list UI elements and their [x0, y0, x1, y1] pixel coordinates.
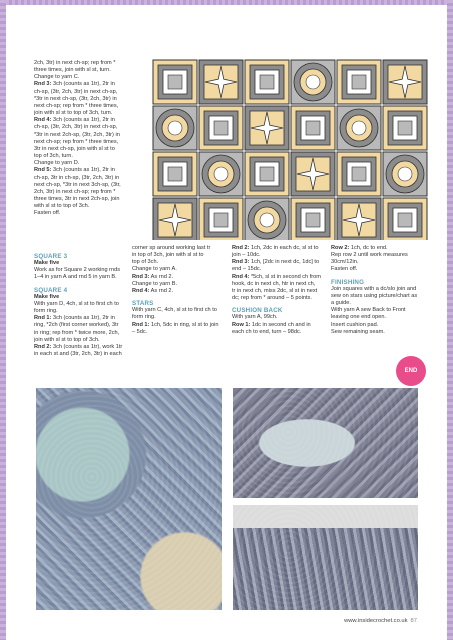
- motif-centre: [260, 75, 274, 89]
- text-line: next ch-sp; rep from * three times,: [34, 102, 119, 109]
- stars-continued-text: [232, 245, 324, 302]
- text-line: Rep row 2 until work measures: [331, 252, 408, 259]
- chart-motif-circle: [245, 198, 289, 240]
- text-line: Join squares with a dc/slo join and: [331, 285, 417, 292]
- text-line: Rnd 4: As rnd 2.: [132, 287, 174, 294]
- chart-motif-square: [337, 60, 381, 104]
- page-footer: [344, 618, 417, 624]
- text-line: Fasten off.: [34, 210, 61, 217]
- motif-centre: [168, 167, 182, 181]
- text-line: 30cm/12in.: [331, 259, 359, 266]
- text-line: 1–4 in yarn A and rnd 5 in yarn B.: [34, 274, 117, 281]
- text-line: a guide.: [331, 300, 351, 307]
- chart-motif-circle: [337, 106, 381, 150]
- square-3-subheading: Make five: [34, 260, 60, 267]
- text-line: in ring; rep from * twice more, 2ch,: [34, 329, 120, 336]
- column-4: [331, 245, 419, 336]
- text-line: ch-sp, (3tr, 2ch, 3tr) in next ch-sp,: [34, 124, 118, 131]
- end-badge: END: [396, 356, 426, 386]
- text-line: ch-sp, (3tr, 2ch, 3tr) in next ch-sp,: [34, 88, 118, 95]
- text-line: Change to yarn D.: [34, 160, 80, 167]
- motif-centre: [214, 213, 228, 227]
- text-line: Change to yarn A.: [132, 266, 177, 273]
- chart-motif-square: [291, 198, 335, 240]
- text-line: each ch to end, turn – 98dc.: [232, 328, 302, 335]
- text-line: Rnd 2: 1ch, 2dc in each dc, sl st to: [232, 245, 319, 251]
- text-line: *3tr in next ch-sp, (3tr, 2ch, 3tr) in: [34, 95, 117, 102]
- text-line: Change to yarn C.: [34, 74, 80, 81]
- square-4-text: [34, 301, 126, 358]
- text-line: Rnd 3: 1ch, [2dc in next dc, 1dc] to: [232, 259, 320, 266]
- motif-centre: [168, 75, 182, 89]
- text-line: sew on stars using picture/chart as: [331, 292, 418, 299]
- cushion-layout-chart: [150, 58, 430, 240]
- text-line: Change to yarn B.: [132, 280, 178, 287]
- text-line: Rnd 2: 3ch (counts as 1tr), work 1tr: [34, 343, 123, 350]
- text-line: With yarn C, 4ch, sl st to first ch to: [132, 307, 217, 314]
- motif-centre: [398, 167, 412, 181]
- text-line: Sew remaining seam.: [331, 328, 385, 335]
- pattern-text-top: [34, 60, 146, 217]
- text-line: in each st and (3tr, 2ch, 3tr) in each: [34, 351, 122, 358]
- motif-centre: [306, 75, 320, 89]
- text-line: With yarn A, 99ch.: [232, 314, 278, 321]
- text-line: leaving one end open.: [331, 314, 387, 321]
- text-line: corner sp around working last tr: [132, 245, 211, 251]
- text-line: Rnd 3: As rnd 2.: [132, 273, 174, 280]
- stars-text: [132, 307, 224, 336]
- text-line: Rnd 1: 1ch, 5dc in ring, sl st to join: [132, 321, 219, 328]
- square-3-heading: SQUARE 3: [34, 253, 68, 260]
- motif-centre: [352, 75, 366, 89]
- chart-motif-square: [153, 152, 197, 196]
- text-line: three times, join with sl st, turn.: [34, 67, 111, 74]
- square-4-subheading: Make five: [34, 293, 60, 300]
- cushion-back-heading: CUSHION BACK: [232, 307, 283, 315]
- chart-motif-square: [245, 152, 289, 196]
- cushion-back-continued-text: [331, 245, 419, 274]
- chart-motif-circle: [153, 106, 197, 150]
- motif-centre: [352, 167, 366, 181]
- text-line: Row 2: 1ch, dc to end.: [331, 245, 388, 251]
- text-line: Fasten off.: [331, 266, 358, 273]
- motif-centre: [398, 213, 412, 227]
- decorative-top-border: [0, 0, 453, 5]
- text-line: Rnd 1: 3ch (counts as 1tr), 2tr in: [34, 315, 115, 322]
- text-line: Rnd 5: 3ch (counts as 1tr), 2tr in: [34, 167, 115, 174]
- finishing-text: [331, 286, 419, 336]
- text-line: in top of 3ch, join with sl st to: [132, 252, 204, 259]
- finishing-heading: FINISHING: [331, 278, 365, 286]
- text-line: Rnd 3: 3ch (counts as 1tr), 2tr in: [34, 81, 115, 88]
- text-line: Rnd 4: 3ch (counts as 1tr), 2tr in: [34, 117, 115, 124]
- text-line: top of 3ch, turn.: [34, 153, 73, 160]
- chart-motif-circle: [199, 152, 243, 196]
- cushion-edge-photo: [233, 505, 418, 610]
- text-line: *3tr in next 2ch-sp, (3tr, 2ch, 3tr) in: [34, 131, 120, 138]
- chart-motif-square: [383, 106, 427, 150]
- chart-motif-star: [245, 106, 289, 150]
- chart-motif-square: [199, 198, 243, 240]
- text-line: tr in next ch, miss 2dc, sl st in next: [232, 287, 318, 294]
- text-line: end – 15dc.: [232, 266, 262, 273]
- chart-motif-circle: [291, 60, 335, 104]
- text-line: top of 3ch.: [132, 259, 159, 266]
- column-2: [132, 245, 224, 336]
- text-line: with sl st to top of 3ch.: [34, 203, 90, 210]
- text-line: With yarn D, 4ch, sl st to first ch to: [34, 300, 119, 307]
- chart-motif-square: [337, 152, 381, 196]
- chart-motif-star: [153, 198, 197, 240]
- text-line: hook, dc in next ch, htr in next ch,: [232, 280, 316, 287]
- text-line: form ring.: [132, 314, 156, 321]
- text-line: 2ch, 3tr) in next ch-sp; rep from *: [34, 60, 116, 66]
- chart-motif-star: [337, 198, 381, 240]
- square-4-continued-text: [132, 245, 224, 295]
- cushion-back-text: [232, 314, 324, 335]
- text-line: join with sl st to top of 3ch, turn.: [34, 110, 113, 117]
- chart-motif-square: [153, 60, 197, 104]
- decorative-right-border: [447, 0, 453, 640]
- chart-motif-star: [291, 152, 335, 196]
- crochet-square-closeup-photo: [36, 388, 222, 610]
- decorative-left-border: [0, 0, 6, 640]
- text-line: join with sl st to top of 3ch.: [34, 336, 100, 343]
- text-line: join – 10dc.: [232, 252, 261, 259]
- page-number: 87: [410, 618, 417, 624]
- motif-centre: [352, 121, 366, 135]
- chart-motif-square: [291, 106, 335, 150]
- text-line: next ch-sp, *3tr in next 3ch-sp, (3tr,: [34, 181, 121, 188]
- motif-centre: [260, 213, 274, 227]
- text-line: Row 1: 1dc in second ch and in: [232, 321, 311, 328]
- motif-centre: [260, 167, 274, 181]
- crochet-star-closeup-photo: [233, 388, 418, 498]
- text-line: ring, *2ch (first corner worked), 3tr: [34, 322, 119, 329]
- motif-centre: [168, 121, 182, 135]
- chart-motif-square: [199, 106, 243, 150]
- chart-motif-square: [383, 198, 427, 240]
- square-4-heading: SQUARE 4: [34, 286, 68, 294]
- text-line: three times, 3tr in next 2ch-sp, join: [34, 195, 120, 202]
- motif-centre: [214, 167, 228, 181]
- chart-motif-circle: [383, 152, 427, 196]
- text-line: – 5dc.: [132, 328, 148, 335]
- chart-motif-star: [199, 60, 243, 104]
- text-line: ch-sp, 3tr in ch-sp, (3tr, 2ch, 3tr) in: [34, 174, 120, 181]
- column-3: [232, 245, 324, 336]
- text-line: next ch-sp; rep from * three times,: [34, 138, 119, 145]
- website-url: www.insidecrochet.co.uk: [344, 618, 408, 624]
- stars-heading: STARS: [132, 300, 154, 308]
- motif-centre: [214, 121, 228, 135]
- motif-centre: [306, 213, 320, 227]
- text-line: form ring.: [34, 308, 58, 315]
- chart-motif-star: [383, 60, 427, 104]
- column-1: [34, 253, 126, 358]
- text-line: 3tr in next ch-sp, join with sl st to: [34, 145, 115, 152]
- motif-centre: [398, 121, 412, 135]
- motif-centre: [306, 121, 320, 135]
- text-line: Insert cushion pad.: [331, 321, 379, 328]
- text-line: 2ch, 3tr) in next ch-sp; rep from *: [34, 188, 116, 195]
- chart-motif-square: [245, 60, 289, 104]
- text-line: dc; rep from * around – 5 points.: [232, 295, 312, 302]
- text-line: Work as for Square 2 working rnds: [34, 267, 121, 274]
- square-3-text: [34, 267, 126, 281]
- text-line: Rnd 4: *5ch, sl st in second ch from: [232, 273, 321, 280]
- text-line: With yarn A sew Back to Front: [331, 307, 406, 314]
